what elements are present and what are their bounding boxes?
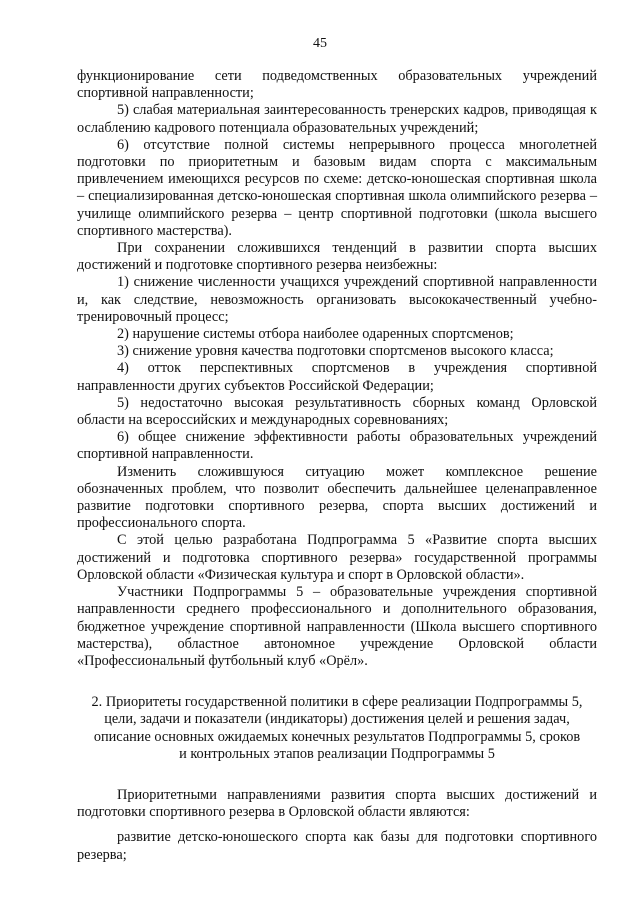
section-heading bbox=[77, 694, 597, 763]
list-item-5-weak-motivation: 5) слабая материальная заинтересованность тренерских кадров, приводящая к ослаблению кадрового потенциала образовательных учреждений; bbox=[77, 102, 597, 136]
paragraph-priorities-intro: Приоритетными направлениями развития спорта высших достижений и подготовки спортивного резерва в Орловской области являются: bbox=[77, 786, 597, 821]
section-heading-line-1: 2. Приоритеты государственной политики в сфере реализации Подпрограммы 5, bbox=[91, 694, 583, 711]
paragraph-subprogram-purpose: С этой целью разработана Подпрограмма 5 «Развитие спорта высших достижений и подготовка спортивного резерва» государственной программы Орловской области «Физическая культура и спорт в Орловской области». bbox=[77, 532, 597, 583]
section-heading-line-2: цели, задачи и показатели (индикаторы) достижения целей и решения задач, bbox=[104, 711, 570, 728]
page-number: 45 bbox=[313, 36, 327, 51]
paragraph-trends-intro: При сохранении сложившихся тенденций в развитии спорта высших достижений и подготовке спортивного резерва неизбежны: bbox=[77, 240, 597, 274]
consequence-item-2: 2) нарушение системы отбора наиболее одаренных спортсменов; bbox=[117, 326, 514, 343]
priority-item-1: развитие детско-юношеского спорта как базы для подготовки спортивного резерва; bbox=[77, 829, 597, 863]
consequence-item-3: 3) снижение уровня качества подготовки спортсменов высокого класса; bbox=[117, 343, 554, 360]
paragraph-solution: Изменить сложившуюся ситуацию может комплексное решение обозначенных проблем, что позволит обеспечить дальнейшее целенаправленное развитие подготовки спортивного резерва, спорта высших достижений и профессионального спорта. bbox=[77, 463, 597, 532]
consequence-item-6: 6) общее снижение эффективности работы образовательных учреждений спортивной направленности. bbox=[77, 429, 597, 463]
consequence-item-5: 5) недостаточно высокая результативность сборных команд Орловской области на всероссийских и международных соревнованиях; bbox=[77, 394, 597, 429]
section-heading-line-3: описание основных ожидаемых конечных результатов Подпрограммы 5, сроков bbox=[93, 728, 581, 745]
consequence-item-1: 1) снижение численности учащихся учреждений спортивной направленности и, как следствие, невозможность организовать высококачественный учебно-тренировочный процесс; bbox=[77, 274, 597, 325]
page-content bbox=[77, 68, 597, 864]
list-item-6-no-training-system: 6) отсутствие полной системы непрерывного процесса многолетней подготовки по приоритетным и базовым видам спорта с максимальным привлечением имеющихся ресурсов по схеме: детско-юношеская спортивная школа – специализированная детско-юношеская спортивная школа олимпийского резерва – училище олимпийского резерва – центр спортивной подготовки (школа высшего спортивного мастерства). bbox=[77, 136, 597, 239]
paragraph-participants: Участники Подпрограммы 5 – образовательные учреждения спортивной направленности среднего профессионального и дополнительного образования, бюджетное учреждение спортивной направленности (Школа высшего спортивного мастерства), областное автономное учреждение Орловской области «Профессиональный футбольный клуб «Орёл». bbox=[77, 584, 597, 669]
paragraph-continuation: функционирование сети подведомственных образовательных учреждений спортивной направленности; bbox=[77, 68, 597, 102]
consequence-item-4: 4) отток перспективных спортсменов в учреждения спортивной направленности других субъектов Российской Федерации; bbox=[77, 360, 597, 394]
section-heading-line-4: и контрольных этапов реализации Подпрограммы 5 bbox=[179, 745, 495, 762]
